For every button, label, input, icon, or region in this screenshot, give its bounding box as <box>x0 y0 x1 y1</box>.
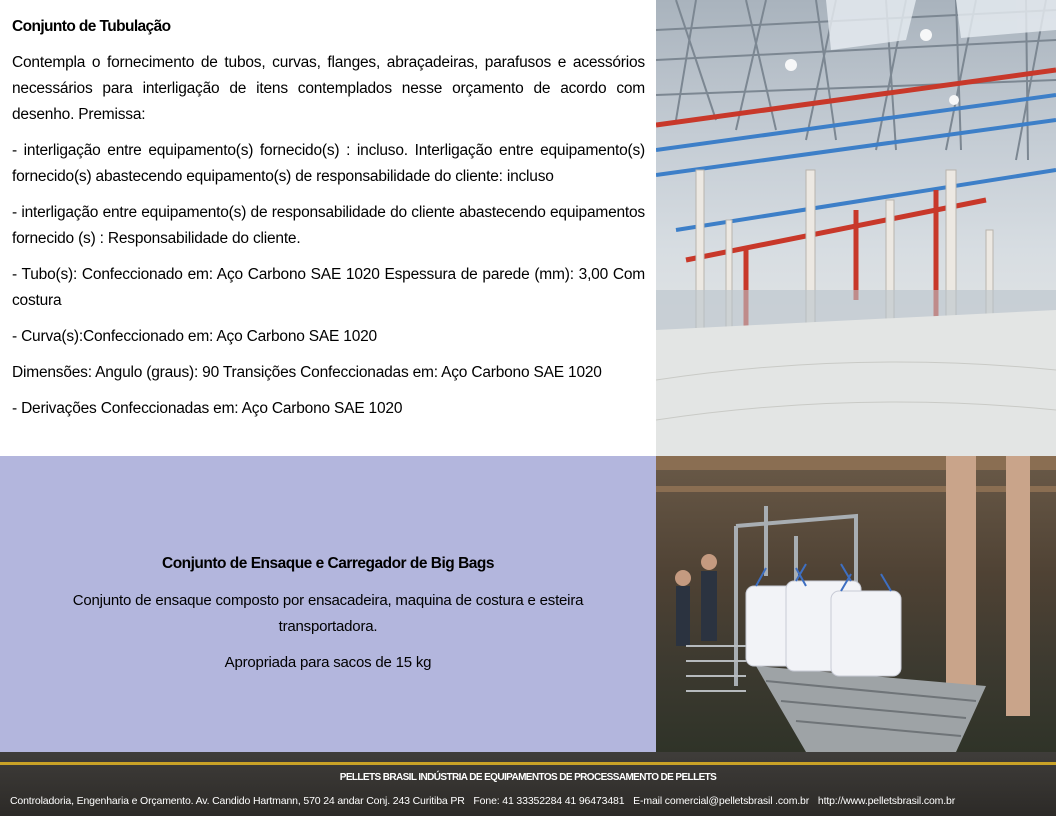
ensaque-section <box>0 456 656 752</box>
page-footer <box>0 752 1056 816</box>
footer-website-link[interactable]: http://www.pelletsbrasil.com.br <box>817 795 956 807</box>
tubulacao-premise-2: - interligação entre equipamento(s) de responsabilidade do cliente abastecendo equipamentos fornecido (s) : Responsabilidade do cliente. <box>12 204 645 247</box>
tubulacao-intro-paragraph: Contempla o fornecimento de tubos, curvas, flanges, abraçadeiras, parafusos e acessórios necessários para interligação de itens contemplados nesse orçamento de acordo com desenho. Premissa: <box>12 54 645 123</box>
footer-company-name: PELLETS BRASIL INDÚSTRIA DE EQUIPAMENTOS DE PROCESSAMENTO DE PELLETS <box>339 772 717 783</box>
tubulacao-dimensoes-spec: Dimensões: Angulo (graus): 90 Transições Confeccionadas em: Aço Carbono SAE 1020 <box>12 364 602 381</box>
ensaque-text-block <box>0 552 656 686</box>
ensaque-bag-size: Apropriada para sacos de 15 kg <box>224 654 432 671</box>
footer-email-link[interactable]: E-mail comercial@pelletsbrasil .com.br <box>633 795 810 807</box>
footer-gold-rule <box>0 762 1056 765</box>
industrial-hall-photo <box>656 0 1056 456</box>
footer-phone: Fone: 41 33352284 41 96473481 <box>473 795 625 807</box>
big-bag-loader-photo <box>656 456 1056 752</box>
footer-contact-line <box>10 795 1050 807</box>
tubulacao-premise-1: - interligação entre equipamento(s) fornecido(s) : incluso. Interligação entre equipamento(s) fornecido(s) abastecendo equipamento(s) de responsabilidade do cliente: incluso <box>12 142 645 185</box>
ensaque-description: Conjunto de ensaque composto por ensacadeira, maquina de costura e esteira transportadora. <box>72 592 584 635</box>
footer-address: Controladoria, Engenharia e Orçamento. Av. Candido Hartmann, 570 24 andar Conj. 243 Curitiba PR <box>10 795 465 807</box>
big-bag-loader-illustration <box>656 456 1056 752</box>
tubulacao-section <box>0 0 656 456</box>
tubulacao-curva-spec: - Curva(s):Confeccionado em: Aço Carbono SAE 1020 <box>12 328 377 345</box>
industrial-hall-illustration <box>656 0 1056 456</box>
tubulacao-derivacoes-spec: - Derivações Confeccionadas em: Aço Carbono SAE 1020 <box>12 400 403 417</box>
ensaque-title: Conjunto de Ensaque e Carregador de Big Bags <box>162 555 494 572</box>
tubulacao-tubo-spec: - Tubo(s): Confeccionado em: Aço Carbono SAE 1020 Espessura de parede (mm): 3,00 Com costura <box>12 266 645 309</box>
tubulacao-title: Conjunto de Tubulação <box>12 18 171 35</box>
tubulacao-text-block <box>12 14 645 432</box>
